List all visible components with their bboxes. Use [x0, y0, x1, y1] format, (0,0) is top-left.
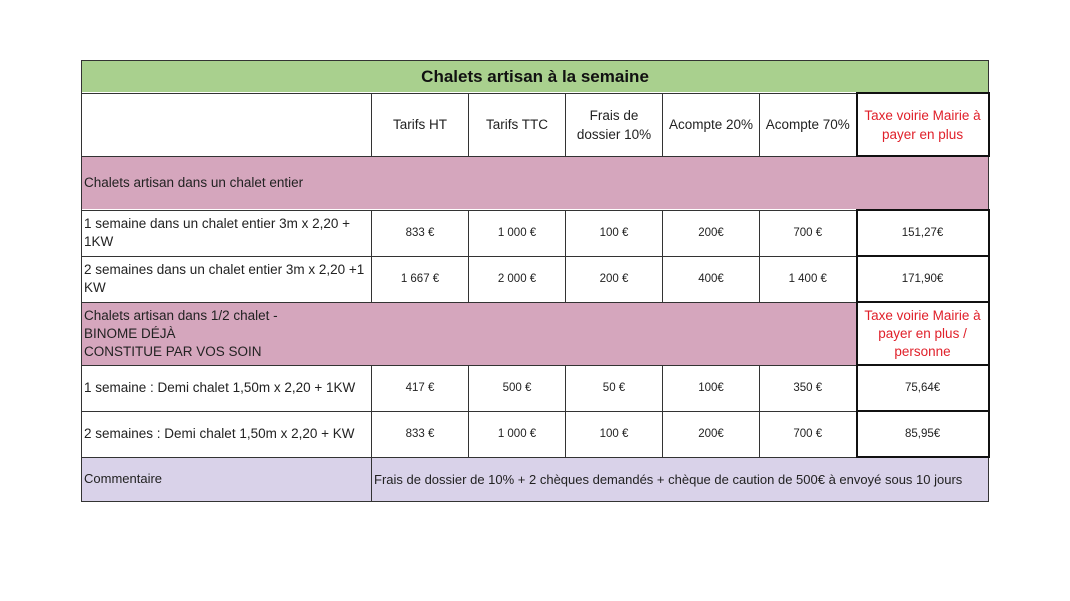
section-label [82, 302, 857, 365]
header-acompte-70: Acompte 70% [760, 93, 857, 156]
section-label-line: CONSTITUE PAR VOS SOIN [84, 343, 262, 359]
table-row [82, 411, 989, 457]
header-empty-cell [82, 93, 372, 156]
cell-tarifs-ht: 417 € [372, 365, 469, 411]
cell-taxe-voirie: 151,27€ [857, 210, 989, 256]
section-row [82, 302, 989, 365]
row-label: 1 semaine : Demi chalet 1,50m x 2,20 + 1KW [82, 365, 372, 411]
cell-acompte-70: 700 € [760, 210, 857, 256]
cell-acompte-20: 100€ [663, 365, 760, 411]
cell-tarifs-ht: 833 € [372, 411, 469, 457]
section-label-line: BINOME DÉJÀ [84, 325, 176, 341]
header-tarifs-ttc: Tarifs TTC [469, 93, 566, 156]
header-row [82, 93, 989, 156]
cell-frais-dossier: 100 € [566, 210, 663, 256]
row-label: 2 semaines dans un chalet entier 3m x 2,20 +1 KW [82, 256, 372, 302]
pricing-table [81, 60, 990, 502]
cell-tarifs-ttc: 1 000 € [469, 210, 566, 256]
section-row [82, 156, 989, 210]
header-taxe-voirie-personne: Taxe voirie Mairie à payer en plus / personne [857, 302, 989, 365]
table-row [82, 210, 989, 256]
cell-taxe-voirie: 85,95€ [857, 411, 989, 457]
cell-acompte-70: 1 400 € [760, 256, 857, 302]
title-row [82, 61, 989, 94]
comment-text: Frais de dossier de 10% + 2 chèques demandés + chèque de caution de 500€ à envoyé sous 10 jours [372, 457, 989, 502]
cell-acompte-70: 350 € [760, 365, 857, 411]
row-label: 1 semaine dans un chalet entier 3m x 2,20 + 1KW [82, 210, 372, 256]
cell-acompte-70: 700 € [760, 411, 857, 457]
table-title: Chalets artisan à la semaine [82, 61, 989, 94]
comment-row [82, 457, 989, 502]
cell-tarifs-ht: 833 € [372, 210, 469, 256]
section-label: Chalets artisan dans un chalet entier [82, 156, 989, 210]
table-row [82, 365, 989, 411]
cell-frais-dossier: 200 € [566, 256, 663, 302]
cell-acompte-20: 200€ [663, 411, 760, 457]
cell-frais-dossier: 50 € [566, 365, 663, 411]
row-label: 2 semaines : Demi chalet 1,50m x 2,20 + KW [82, 411, 372, 457]
header-frais-dossier: Frais de dossier 10% [566, 93, 663, 156]
cell-taxe-voirie: 171,90€ [857, 256, 989, 302]
cell-tarifs-ht: 1 667 € [372, 256, 469, 302]
comment-label: Commentaire [82, 457, 372, 502]
cell-acompte-20: 200€ [663, 210, 760, 256]
header-taxe-voirie: Taxe voirie Mairie à payer en plus [857, 93, 989, 156]
cell-taxe-voirie: 75,64€ [857, 365, 989, 411]
header-acompte-20: Acompte 20% [663, 93, 760, 156]
header-tarifs-ht: Tarifs HT [372, 93, 469, 156]
section-label-line: Chalets artisan dans 1/2 chalet - [84, 307, 278, 323]
cell-frais-dossier: 100 € [566, 411, 663, 457]
cell-tarifs-ttc: 2 000 € [469, 256, 566, 302]
table-row [82, 256, 989, 302]
cell-acompte-20: 400€ [663, 256, 760, 302]
cell-tarifs-ttc: 1 000 € [469, 411, 566, 457]
cell-tarifs-ttc: 500 € [469, 365, 566, 411]
